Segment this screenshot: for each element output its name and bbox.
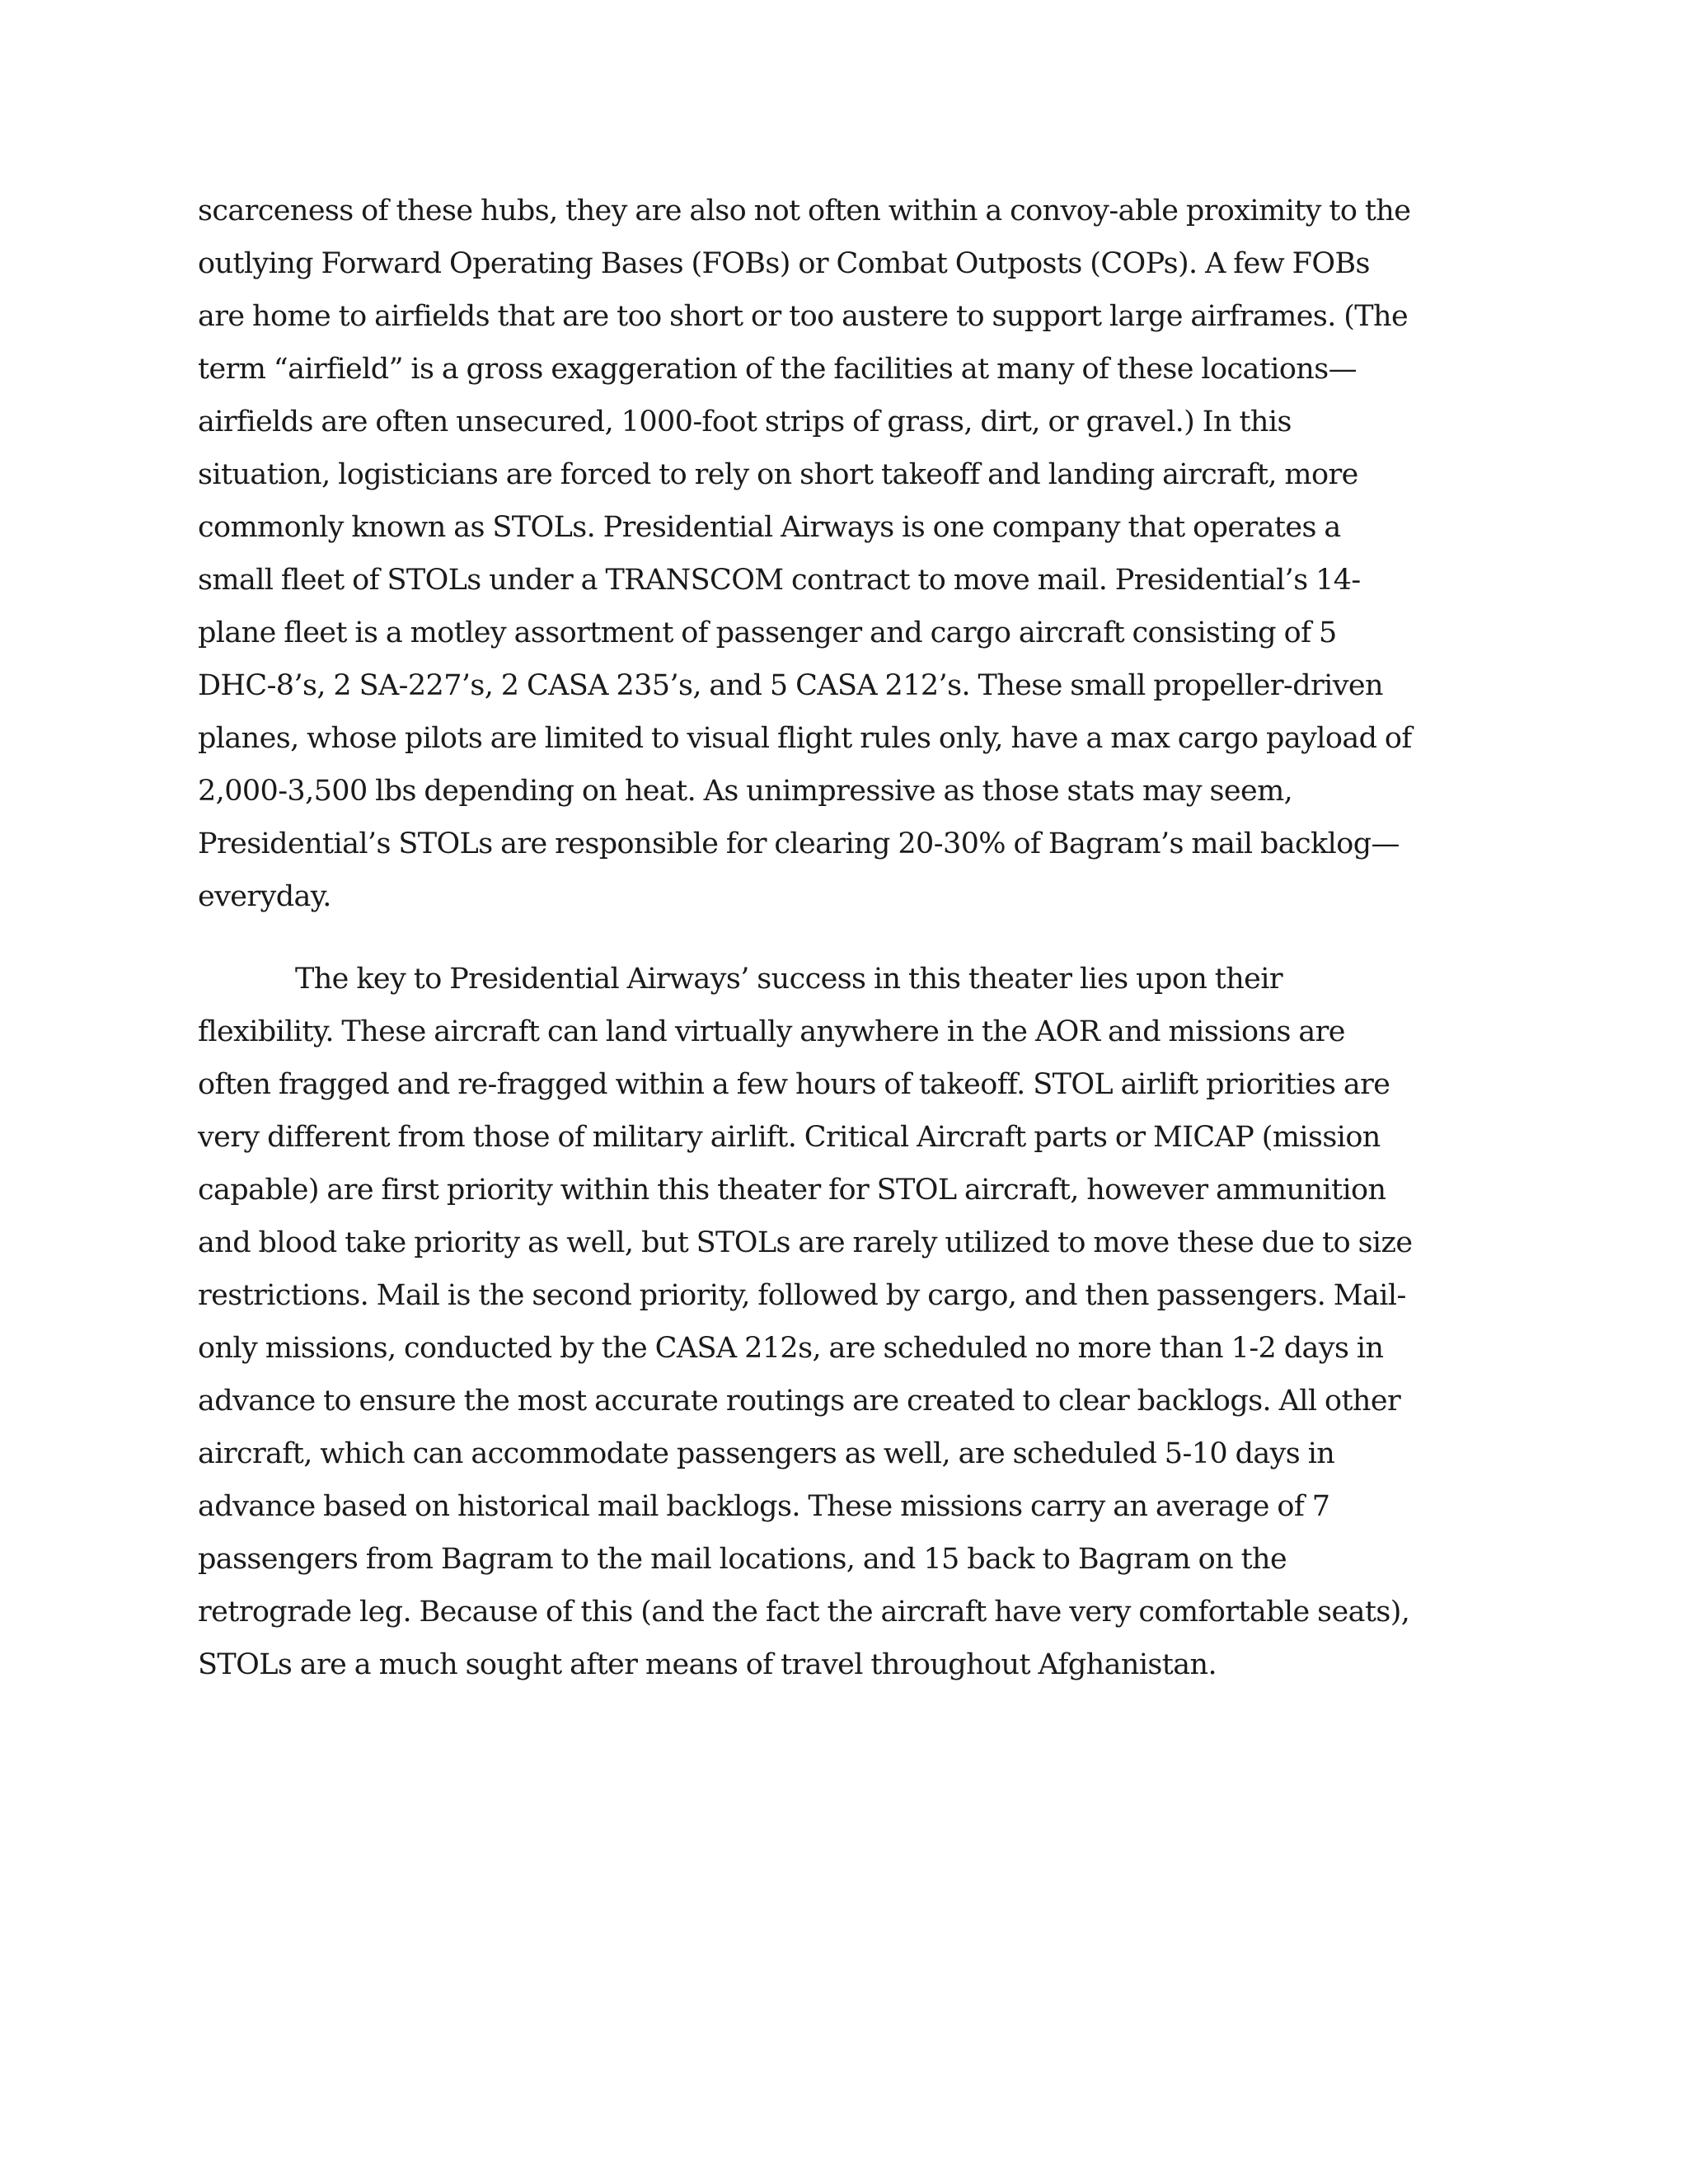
paragraph-line: planes, whose pilots are limited to visual flight rules only, have a max cargo payload of bbox=[198, 722, 1412, 755]
paragraph-line: are home to airfields that are too short or too austere to support large airframes. (The bbox=[198, 300, 1409, 333]
paragraph-line: and blood take priority as well, but STOLs are rarely utilized to move these due to size bbox=[198, 1226, 1413, 1259]
paragraph-1 bbox=[198, 185, 1484, 923]
paragraph-line: flexibility. These aircraft can land virtually anywhere in the AOR and missions are bbox=[198, 1015, 1345, 1048]
paragraph-line: plane fleet is a motley assortment of passenger and cargo aircraft consisting of 5 bbox=[198, 616, 1337, 649]
paragraph-line: capable) are first priority within this theater for STOL aircraft, however ammunition bbox=[198, 1174, 1386, 1207]
paragraph-line: often fragged and re-fragged within a few hours of takeoff. STOL airlift priorities are bbox=[198, 1068, 1390, 1101]
paragraph-line: very different from those of military airlift. Critical Aircraft parts or MICAP (mission bbox=[198, 1121, 1381, 1154]
paragraph-line: small fleet of STOLs under a TRANSCOM contract to move mail. Presidential’s 14- bbox=[198, 564, 1361, 597]
paragraph-line: restrictions. Mail is the second priority, followed by cargo, and then passengers. Mail- bbox=[198, 1279, 1406, 1312]
paragraph-line: scarceness of these hubs, they are also not often within a convoy-able proximity to the bbox=[198, 194, 1411, 227]
paragraph-line: 2,000-3,500 lbs depending on heat. As unimpressive as those stats may seem, bbox=[198, 775, 1293, 808]
paragraph-line: DHC-8’s, 2 SA-227’s, 2 CASA 235’s, and 5 CASA 212’s. These small propeller-driven bbox=[198, 669, 1383, 702]
paragraph-line: retrograde leg. Because of this (and the fact the aircraft have very comfortable seats), bbox=[198, 1596, 1410, 1629]
paragraph-line: airfields are often unsecured, 1000-foot strips of grass, dirt, or gravel.) In this bbox=[198, 405, 1292, 438]
paragraph-line: commonly known as STOLs. Presidential Airways is one company that operates a bbox=[198, 511, 1341, 544]
paragraph-line: advance based on historical mail backlogs. These missions carry an average of 7 bbox=[198, 1490, 1330, 1523]
paragraph-line: only missions, conducted by the CASA 212s, are scheduled no more than 1-2 days in bbox=[198, 1332, 1384, 1365]
paragraph-line: situation, logisticians are forced to rely on short takeoff and landing aircraft, more bbox=[198, 458, 1358, 491]
paragraph-line: everyday. bbox=[198, 880, 331, 913]
paragraph-line: The key to Presidential Airways’ success in this theater lies upon their bbox=[295, 963, 1283, 996]
paragraph-line: passengers from Bagram to the mail locations, and 15 back to Bagram on the bbox=[198, 1543, 1287, 1576]
paragraph-line: outlying Forward Operating Bases (FOBs) or Combat Outposts (COPs). A few FOBs bbox=[198, 247, 1370, 280]
paragraph-line: advance to ensure the most accurate routings are created to clear backlogs. All other bbox=[198, 1385, 1401, 1418]
paragraph-line: aircraft, which can accommodate passengers as well, are scheduled 5-10 days in bbox=[198, 1437, 1335, 1470]
paragraph-2 bbox=[198, 953, 1484, 1691]
paragraph-line: term “airfield” is a gross exaggeration of the facilities at many of these locations— bbox=[198, 353, 1357, 386]
paragraph-line: STOLs are a much sought after means of travel throughout Afghanistan. bbox=[198, 1648, 1217, 1681]
paragraph-line: Presidential’s STOLs are responsible for clearing 20-30% of Bagram’s mail backlog— bbox=[198, 827, 1400, 860]
